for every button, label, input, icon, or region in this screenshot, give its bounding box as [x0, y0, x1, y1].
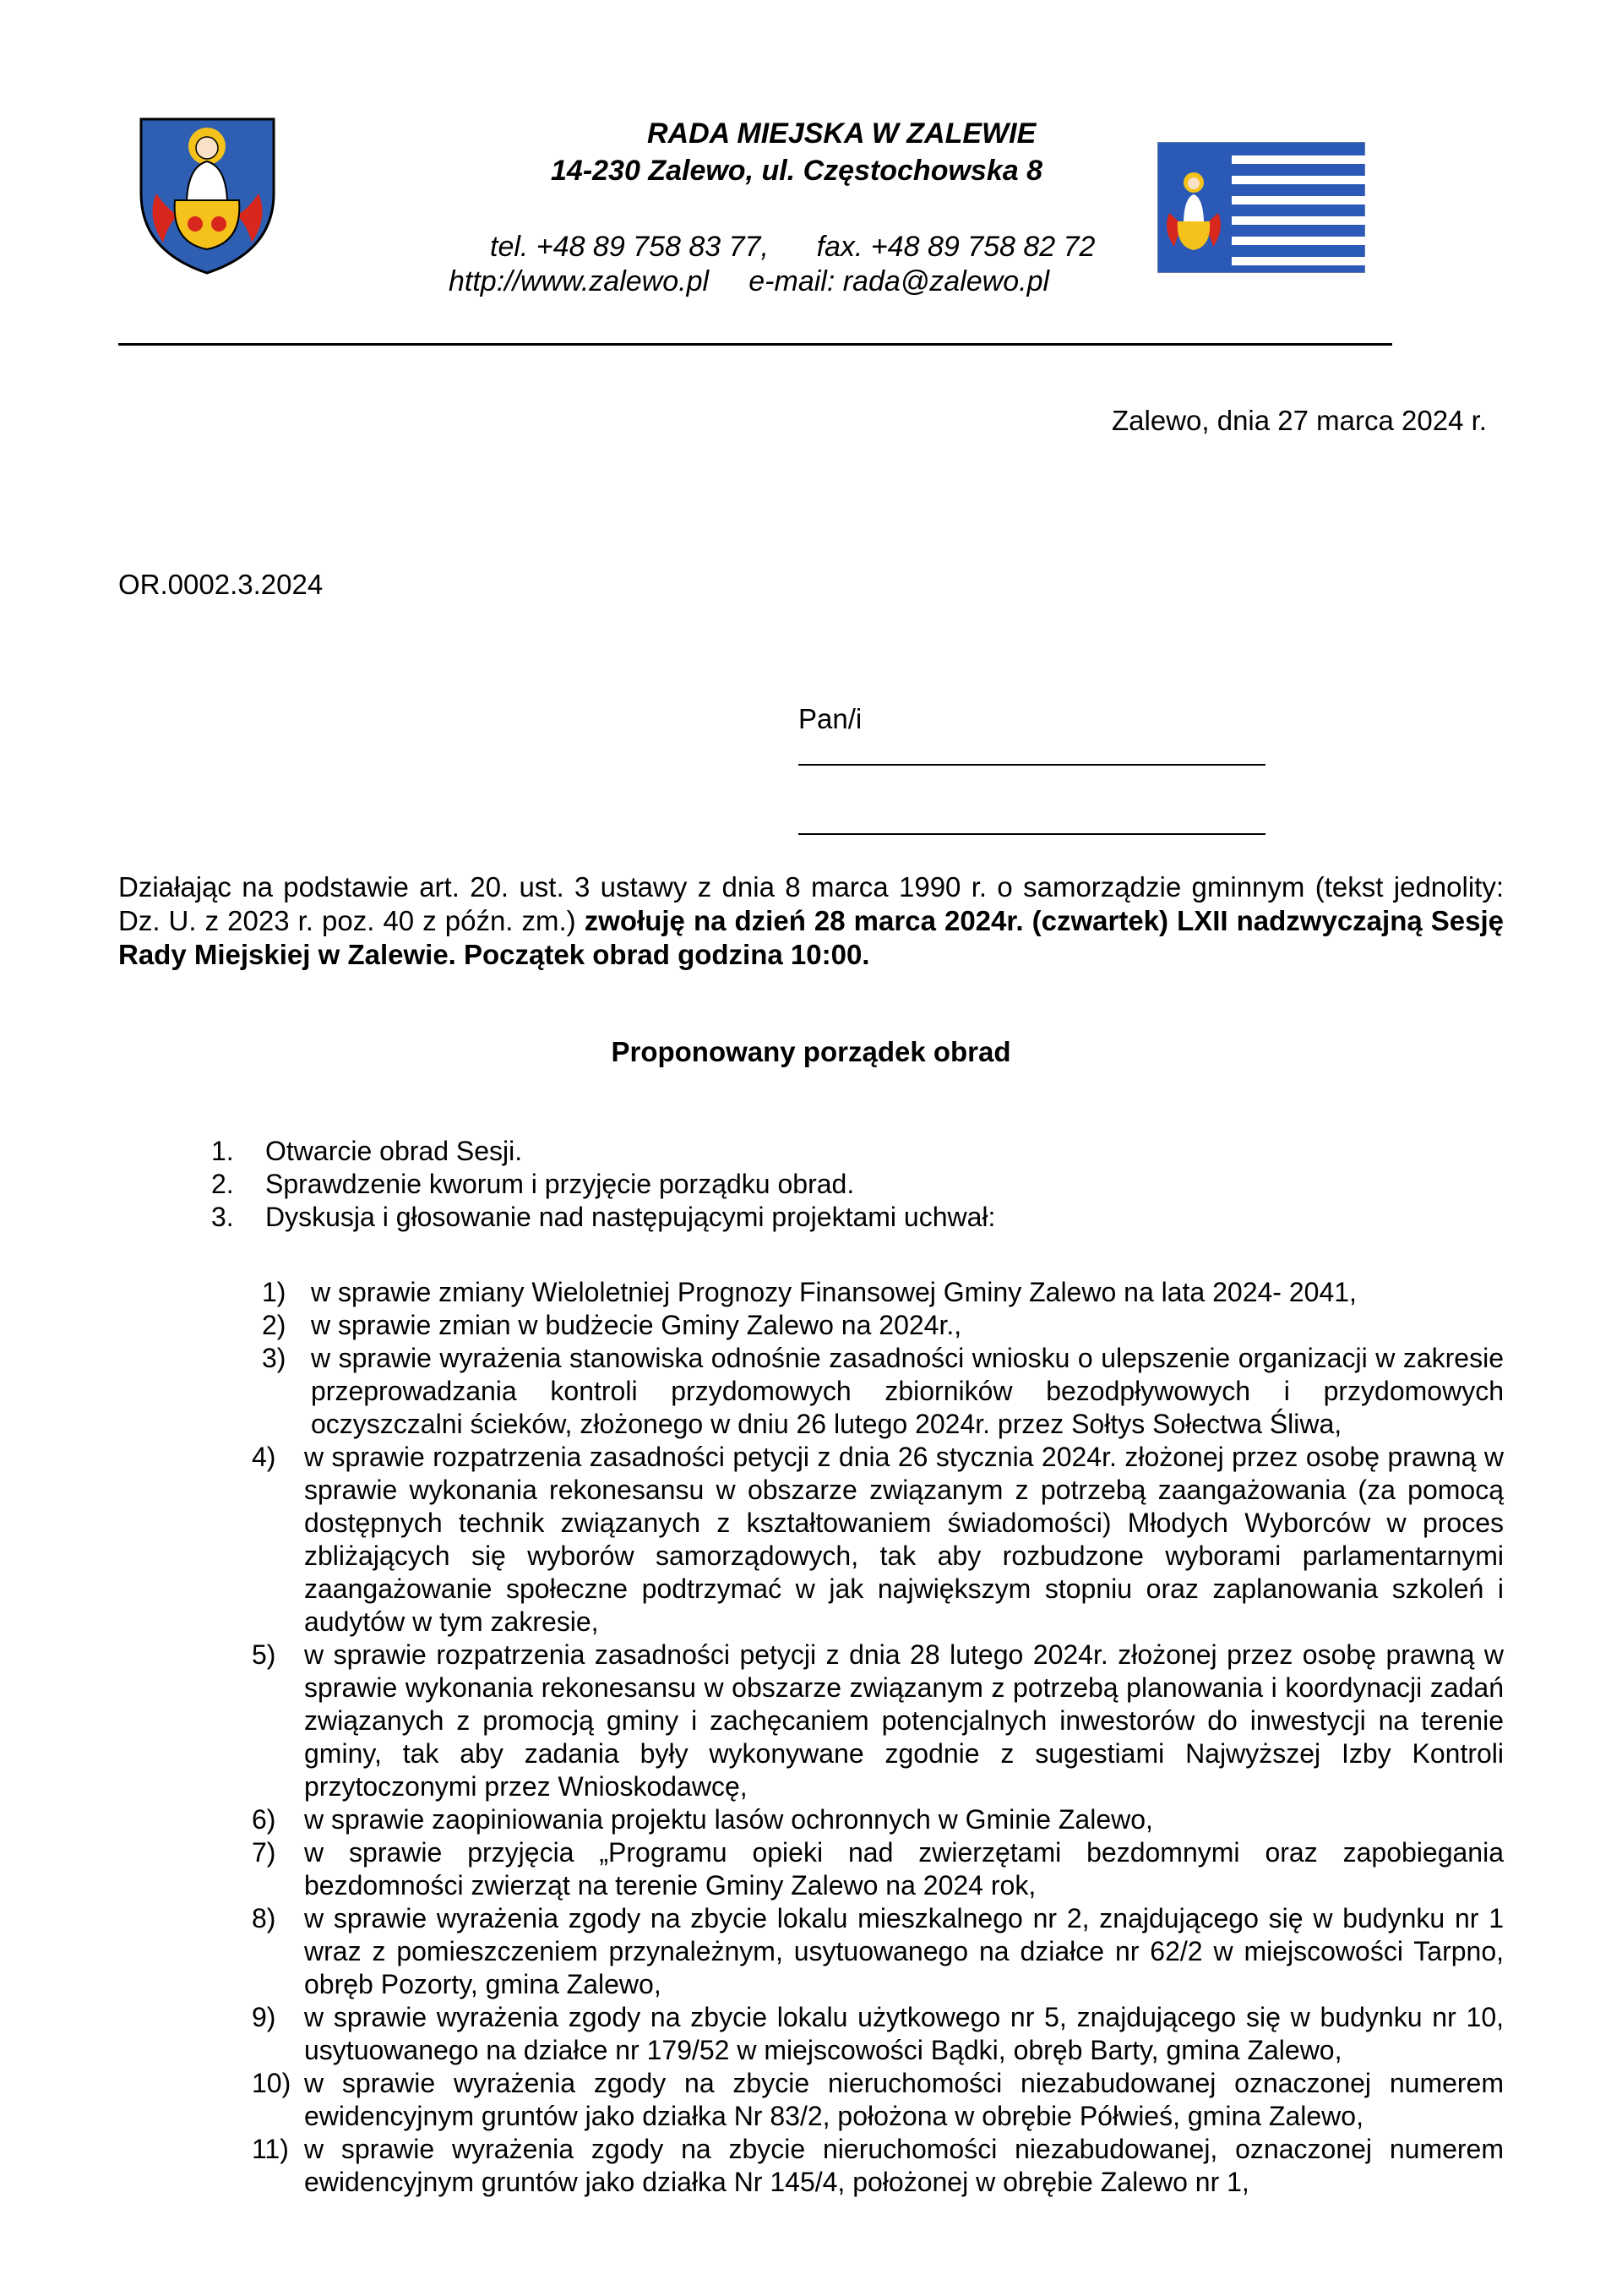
phone-number: tel. +48 89 758 83 77,: [490, 231, 769, 263]
list-item: 4) w sprawie rozpatrzenia zasadności petycji z dnia 26 stycznia 2024r. złożonej przez osobę prawną w sprawie wykonania rekonesansu w obszarze związanym z potrzebą zaangażowania (za pomocą dostępnych technik związanych z kształtowaniem świadomości) Młodych Wyborców w proces zbliżających się wyborów samorządowych, tak aby rozbudzone wyborami parlamentarnymi zaangażowanie społeczne podtrzymać w jak największym stopniu oraz zaplanowania szkoleń i audytów w tym zakresie,: [252, 1442, 1504, 1637]
coat-of-arms-icon: [138, 116, 277, 276]
list-item: 5) w sprawie rozpatrzenia zasadności petycji z dnia 28 lutego 2024r. złożonej przez osobę prawną w sprawie wykonania rekonesansu w obszarze związanym z potrzebą planowania i koordynacji zadań związanych z promocją gminy i zachęcaniem potencjalnych inwestorów do inwestycji na terenie gminy, tak aby zadania były wykonywane zgodnie z sugestiami Najwyższej Izby Kontroli przytoczonymi przez Wnioskodawcę,: [252, 1639, 1504, 1802]
convocation-paragraph: [118, 870, 1504, 972]
convocation-bold-text: zwołuję na dzień 28 marca 2024r. (czwartek) LXII nadzwyczajną Sesję Rady Miejskiej w Zalewie. Początek obrad godzina 10:00.: [118, 905, 1504, 970]
council-address: 14-230 Zalewo, ul. Częstochowska 8: [551, 155, 1043, 187]
list-item: 3. Dyskusja i głosowanie nad następującymi projektami uchwał:: [211, 1202, 996, 1232]
email-link[interactable]: e-mail: rada@zalewo.pl: [748, 265, 1050, 297]
list-item: 3) w sprawie wyrażenia stanowiska odnośnie zasadności wniosku o ulepszenie organizacji w zakresie przeprowadzania kontroli przydomowych zbiorników bezodpływowych i przydomowych oczyszczalni ścieków, złożonego w dniu 26 lutego 2024r. przez Sołtys Sołectwa Śliwa,: [262, 1343, 1504, 1439]
list-item: 1. Otwarcie obrad Sesji.: [211, 1136, 523, 1166]
agenda-list: [211, 1135, 1478, 1234]
list-item: 10) w sprawie wyrażenia zgody na zbycie nieruchomości niezabudowanej oznaczonej numerem ewidencyjnym gruntów jako działka Nr 83/2, położona w obrębie Półwieś, gmina Zalewo,: [252, 2068, 1504, 2131]
recipient-blank-line: [798, 764, 1265, 766]
contact-web-email: [449, 265, 1049, 298]
flag-icon: [1157, 142, 1365, 273]
recipient-label: Pan/i: [798, 703, 863, 734]
fax-number: fax. +48 89 758 82 72: [816, 231, 1096, 263]
legal-basis-text: Działając na podstawie art. 20. ust. 3 ustawy z dnia 8 marca 1990 r. o samorządzie gminnym (tekst jednolity: Dz. U. z 2023 r. poz. 40 z późn. zm.): [118, 871, 1504, 936]
document-date: Zalewo, dnia 27 marca 2024 r.: [1112, 405, 1487, 436]
council-name: RADA MIEJSKA W ZALEWIE: [647, 117, 1037, 150]
list-item: 6) w sprawie zaopiniowania projektu lasów ochronnych w Gminie Zalewo,: [252, 1804, 1153, 1835]
contact-phone-fax: [490, 230, 1095, 264]
list-item: 11) w sprawie wyrażenia zgody na zbycie nieruchomości niezabudowanej, oznaczonej numerem ewidencyjnym gruntów jako działka Nr 145/4, położonej w obrębie Zalewo nr 1,: [252, 2134, 1504, 2197]
recipient-blank-line: [798, 833, 1265, 835]
website-link[interactable]: http://www.zalewo.pl: [449, 265, 710, 297]
list-item: 9) w sprawie wyrażenia zgody na zbycie lokalu użytkowego nr 5, znajdującego się w budynku nr 10, usytuowanego na działce nr 179/52 w miejscowości Bądki, obręb Barty, gmina Zalewo,: [252, 2002, 1504, 2065]
list-item: 2) w sprawie zmian w budżecie Gminy Zalewo na 2024r.,: [262, 1310, 962, 1340]
list-item: 2. Sprawdzenie kworum i przyjęcie porządku obrad.: [211, 1169, 855, 1199]
list-item: 7) w sprawie przyjęcia „Programu opieki nad zwierzętami bezdomnymi oraz zapobiegania bezdomności zwierząt na terenie Gminy Zalewo na 2024 rok,: [252, 1837, 1504, 1901]
list-item: 8) w sprawie wyrażenia zgody na zbycie lokalu mieszkalnego nr 2, znajdującego się w budynku nr 1 wraz z pomieszczeniem przynależnym, usytuowanego na działce nr 62/2 w miejscowości Tarpno, obręb Pozorty, gmina Zalewo,: [252, 1903, 1504, 1999]
list-item: 1) w sprawie zmiany Wieloletniej Prognozy Finansowej Gminy Zalewo na lata 2024- 2041,: [262, 1277, 1357, 1307]
header-divider: [118, 343, 1392, 346]
reference-number: OR.0002.3.2024: [118, 569, 324, 600]
agenda-heading: Proponowany porządek obrad: [611, 1036, 1011, 1067]
resolutions-list: [0, 1276, 1504, 2199]
